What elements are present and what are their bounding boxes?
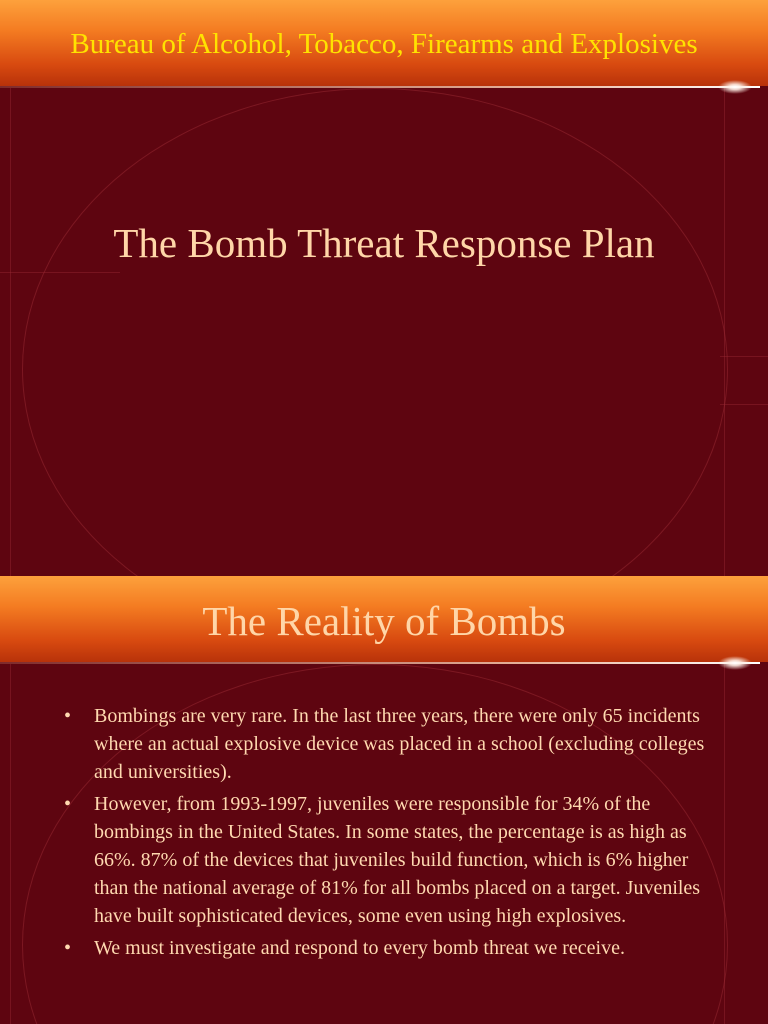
bullet-text: Bombings are very rare. In the last three years, there were only 65 incidents where an actual explosive device was placed in a school (excluding colleges and universities). [94, 705, 705, 783]
decorative-line [724, 88, 725, 576]
decorative-line [10, 88, 11, 576]
decorative-line [10, 664, 11, 1024]
bullet-item [60, 702, 710, 786]
bullet-icon: • [64, 937, 72, 959]
decorative-circle [22, 88, 728, 576]
bullet-icon: • [64, 793, 72, 815]
header-banner [0, 0, 768, 86]
sparkle-decoration [718, 656, 752, 670]
slide-reality-of-bombs [0, 576, 768, 1024]
title-rule [0, 662, 760, 664]
decorative-line [0, 272, 120, 273]
agency-header: Bureau of Alcohol, Tobacco, Firearms and Explosives [70, 28, 698, 60]
header-rule [0, 86, 760, 88]
bullet-item [60, 934, 710, 962]
bullet-icon: • [64, 705, 72, 727]
bullet-list [60, 702, 710, 966]
bullet-item [60, 790, 710, 930]
decorative-line [724, 664, 725, 1024]
bullet-text: However, from 1993-1997, juveniles were responsible for 34% of the bombings in the United States. In some states, the percentage is as high as 66%. 87% of the devices that juveniles build function, which is 6% higher than the national average of 81% for all bombs placed on a target. Juveniles have built sophisticated devices, some even using high explosives. [94, 793, 701, 927]
presentation-title: The Bomb Threat Response Plan [113, 220, 655, 266]
slide-title-text: The Reality of Bombs [202, 598, 566, 644]
sparkle-decoration [718, 80, 752, 94]
bullet-text: We must investigate and respond to every bomb threat we receive. [94, 937, 625, 959]
decorative-line [720, 356, 768, 357]
title-banner [0, 576, 768, 662]
decorative-line [720, 404, 768, 405]
